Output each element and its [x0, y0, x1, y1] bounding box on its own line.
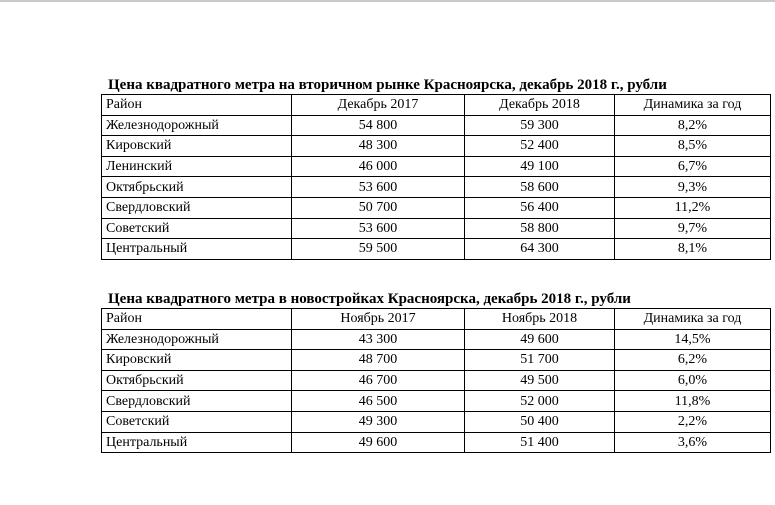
header-district: Район	[102, 95, 292, 116]
header-change: Динамика за год	[615, 95, 771, 116]
cell-price-curr: 49 600	[465, 329, 615, 350]
cell-district: Железнодорожный	[102, 329, 292, 350]
cell-district: Советский	[102, 218, 292, 239]
table-row	[102, 432, 771, 453]
cell-change: 6,7%	[615, 156, 771, 177]
secondary-market-table-body	[102, 95, 771, 260]
cell-price-curr: 64 300	[465, 239, 615, 260]
header-row	[102, 95, 771, 116]
secondary-market-title: Цена квадратного метра на вторичном рынке Красноярска, декабрь 2018 г., рубли	[108, 77, 667, 93]
cell-district: Октябрьский	[102, 370, 292, 391]
cell-price-prev: 48 700	[292, 350, 465, 371]
cell-price-prev: 46 700	[292, 370, 465, 391]
cell-price-curr: 51 700	[465, 350, 615, 371]
cell-district: Ленинский	[102, 156, 292, 177]
cell-price-prev: 53 600	[292, 177, 465, 198]
cell-district: Советский	[102, 411, 292, 432]
cell-price-curr: 52 000	[465, 391, 615, 412]
new-buildings-table	[101, 308, 771, 453]
cell-change: 14,5%	[615, 329, 771, 350]
cell-price-curr: 49 500	[465, 370, 615, 391]
cell-change: 3,6%	[615, 432, 771, 453]
cell-change: 11,8%	[615, 391, 771, 412]
cell-price-curr: 58 600	[465, 177, 615, 198]
table-row	[102, 156, 771, 177]
cell-change: 8,5%	[615, 136, 771, 157]
cell-district: Центральный	[102, 432, 292, 453]
cell-change: 9,7%	[615, 218, 771, 239]
cell-price-prev: 43 300	[292, 329, 465, 350]
cell-change: 2,2%	[615, 411, 771, 432]
cell-district: Кировский	[102, 350, 292, 371]
header-price-curr: Ноябрь 2018	[465, 309, 615, 330]
cell-district: Кировский	[102, 136, 292, 157]
cell-change: 6,0%	[615, 370, 771, 391]
cell-price-curr: 51 400	[465, 432, 615, 453]
cell-price-prev: 49 300	[292, 411, 465, 432]
cell-change: 8,1%	[615, 239, 771, 260]
header-price-curr: Декабрь 2018	[465, 95, 615, 116]
cell-price-prev: 54 800	[292, 115, 465, 136]
cell-change: 11,2%	[615, 197, 771, 218]
cell-price-prev: 50 700	[292, 197, 465, 218]
new-buildings-section	[101, 290, 770, 453]
table-row	[102, 115, 771, 136]
secondary-market-section	[101, 76, 770, 260]
table-row	[102, 411, 771, 432]
header-row	[102, 309, 771, 330]
table-row	[102, 177, 771, 198]
cell-price-prev: 59 500	[292, 239, 465, 260]
cell-price-curr: 49 100	[465, 156, 615, 177]
table-row	[102, 197, 771, 218]
table-row	[102, 370, 771, 391]
header-district: Район	[102, 309, 292, 330]
cell-district: Октябрьский	[102, 177, 292, 198]
header-price-prev: Декабрь 2017	[292, 95, 465, 116]
cell-price-prev: 53 600	[292, 218, 465, 239]
cell-change: 9,3%	[615, 177, 771, 198]
cell-price-prev: 49 600	[292, 432, 465, 453]
cell-price-prev: 46 000	[292, 156, 465, 177]
cell-change: 6,2%	[615, 350, 771, 371]
table-row	[102, 136, 771, 157]
cell-price-prev: 46 500	[292, 391, 465, 412]
header-change: Динамика за год	[615, 309, 771, 330]
cell-price-curr: 58 800	[465, 218, 615, 239]
cell-district: Центральный	[102, 239, 292, 260]
cell-district: Свердловский	[102, 391, 292, 412]
table-row	[102, 350, 771, 371]
cell-price-prev: 48 300	[292, 136, 465, 157]
cell-price-curr: 50 400	[465, 411, 615, 432]
cell-district: Свердловский	[102, 197, 292, 218]
cell-change: 8,2%	[615, 115, 771, 136]
new-buildings-table-body	[102, 309, 771, 453]
cell-district: Железнодорожный	[102, 115, 292, 136]
header-price-prev: Ноябрь 2017	[292, 309, 465, 330]
window-top-border	[0, 0, 775, 2]
cell-price-curr: 52 400	[465, 136, 615, 157]
table-row	[102, 218, 771, 239]
new-buildings-title: Цена квадратного метра в новостройках Красноярска, декабрь 2018 г., рубли	[108, 291, 631, 307]
secondary-market-table	[101, 94, 771, 260]
table-row	[102, 239, 771, 260]
table-row	[102, 391, 771, 412]
table-row	[102, 329, 771, 350]
cell-price-curr: 59 300	[465, 115, 615, 136]
cell-price-curr: 56 400	[465, 197, 615, 218]
